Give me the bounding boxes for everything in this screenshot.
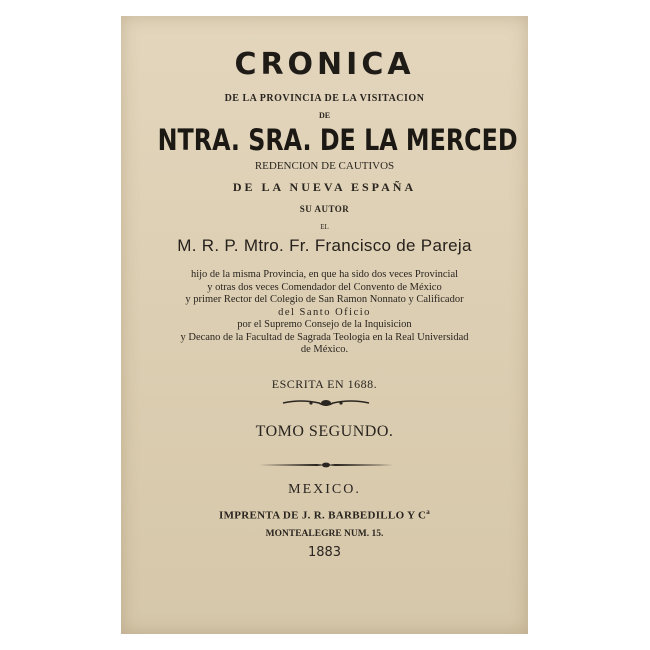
subtitle-redencion: REDENCION DE CAUTIVOS bbox=[254, 160, 395, 172]
description-line: por el Supremo Consejo de la Inquisicion bbox=[237, 319, 412, 330]
main-title: CRONICA bbox=[234, 47, 415, 82]
su-autor-label: SU AUTOR bbox=[299, 204, 350, 214]
printer-label bbox=[121, 509, 528, 522]
place-label: MEXICO. bbox=[288, 482, 361, 497]
author-name: M. R. P. Mtro. Fr. Francisco de Pareja bbox=[177, 236, 472, 255]
title-page bbox=[121, 16, 528, 634]
description-line: y otras dos veces Comendador del Convento de México bbox=[207, 281, 442, 293]
description-line: del Santo Oficio bbox=[278, 306, 371, 318]
subtitle-nueva-espana: DE LA NUEVA ESPAÑA bbox=[232, 180, 417, 194]
printer-name: IMPRENTA DE J. R. BARBEDILLO Y C bbox=[218, 509, 427, 522]
description-line: de México. bbox=[300, 344, 349, 355]
printer-suffix: a bbox=[426, 508, 431, 516]
author-description bbox=[121, 269, 528, 357]
el-label: EL bbox=[320, 223, 329, 231]
publication-year: 1883 bbox=[307, 545, 342, 560]
volume-label: TOMO SEGUNDO. bbox=[255, 423, 394, 440]
description-line: hijo de la misma Provincia, en que ha sido dos veces Provincial bbox=[190, 269, 459, 280]
description-line: y Decano de la Facultad de Sagrada Teologia en la Real Universidad bbox=[180, 331, 469, 343]
printer-address: MONTEALEGRE NUM. 15. bbox=[265, 529, 384, 539]
subtitle-merced: NTRA. SRA. DE LA MERCED bbox=[157, 123, 518, 157]
ornament-icon bbox=[281, 397, 371, 409]
description-line: y primer Rector del Colegio de San Ramon Nonnato y Calificador bbox=[185, 294, 464, 305]
written-date: ESCRITA EN 1688. bbox=[271, 377, 378, 391]
subtitle-provincia: DE LA PROVINCIA DE LA VISITACION bbox=[224, 93, 425, 104]
rule-ornament-icon bbox=[257, 460, 395, 470]
subtitle-de: DE bbox=[318, 111, 331, 120]
